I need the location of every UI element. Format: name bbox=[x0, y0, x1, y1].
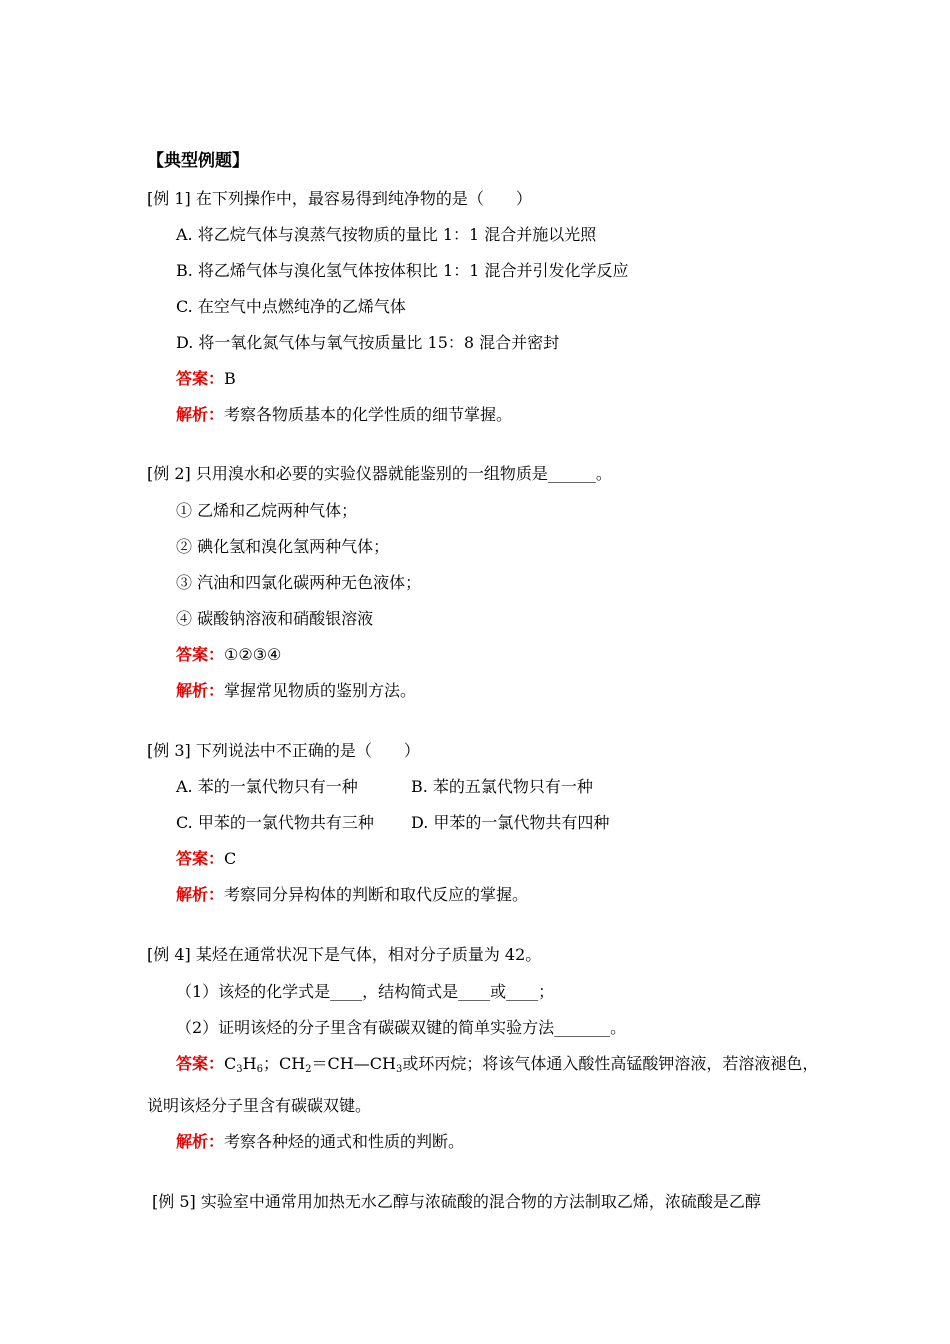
example-1-analysis bbox=[176, 404, 512, 426]
structure-subscript-1: 2 bbox=[305, 1064, 312, 1075]
analysis-label: 解析： bbox=[176, 885, 225, 904]
example-4-answer bbox=[176, 1053, 818, 1075]
example-4-part-2: （2）证明该烃的分子里含有碳碳双键的简单实验方法_______。 bbox=[176, 1018, 627, 1037]
example-1-answer bbox=[176, 368, 236, 390]
answer-rest: 或环丙烷；将该气体通入酸性高锰酸钾溶液，若溶液褪色， bbox=[402, 1054, 819, 1073]
example-2-item-4: ④ 碳酸钠溶液和硝酸银溶液 bbox=[176, 609, 374, 628]
answer-text: C bbox=[224, 849, 237, 868]
structure-part-1: ；CH bbox=[262, 1054, 306, 1073]
analysis-text: 考察各种烃的通式和性质的判断。 bbox=[224, 1132, 465, 1151]
example-1-option-a: A. 将乙烷气体与溴蒸气按物质的量比 1：1 混合并施以光照 bbox=[176, 225, 597, 244]
answer-text: ①②③④ bbox=[224, 645, 282, 664]
example-1-option-b: B. 将乙烯气体与溴化氢气体按体积比 1：1 混合并引发化学反应 bbox=[176, 261, 629, 280]
analysis-text: 考察各物质基本的化学性质的细节掌握。 bbox=[224, 405, 513, 424]
formula-h: H bbox=[242, 1054, 257, 1073]
answer-label: 答案： bbox=[176, 1054, 225, 1073]
example-2-question: [例 2] 只用溴水和必要的实验仪器就能鉴别的一组物质是______。 bbox=[147, 464, 612, 483]
example-4-analysis bbox=[176, 1131, 464, 1153]
formula-c: C bbox=[224, 1054, 237, 1073]
example-3-answer bbox=[176, 848, 236, 870]
example-3-option-b: B. 苯的五氯代物只有一种 bbox=[411, 777, 593, 796]
example-4-part-1: （1）该烃的化学式是____，结构简式是____或____； bbox=[176, 982, 555, 1001]
example-2-item-3: ③ 汽油和四氯化碳两种无色液体； bbox=[176, 573, 422, 592]
example-1-option-c: C. 在空气中点燃纯净的乙烯气体 bbox=[176, 297, 406, 316]
example-3-analysis bbox=[176, 884, 528, 906]
example-2-answer bbox=[176, 644, 281, 666]
example-3-option-a: A. 苯的一氯代物只有一种 bbox=[176, 777, 358, 796]
analysis-text: 掌握常见物质的鉴别方法。 bbox=[224, 681, 417, 700]
analysis-label: 解析： bbox=[176, 681, 225, 700]
example-2-item-1: ① 乙烯和乙烷两种气体； bbox=[176, 501, 358, 520]
formula-c-subscript: 3 bbox=[236, 1064, 243, 1075]
analysis-label: 解析： bbox=[176, 1132, 225, 1151]
example-4-question: [例 4] 某烃在通常状况下是气体，相对分子质量为 42。 bbox=[147, 945, 542, 964]
example-1-option-d: D. 将一氧化氮气体与氧气按质量比 15：8 混合并密封 bbox=[176, 333, 560, 352]
answer-label: 答案： bbox=[176, 849, 225, 868]
answer-text: B bbox=[224, 369, 236, 388]
section-heading: 【典型例题】 bbox=[147, 151, 249, 171]
structure-part-2: ＝CH—CH bbox=[311, 1054, 396, 1073]
example-2-item-2: ② 碘化氢和溴化氢两种气体； bbox=[176, 537, 390, 556]
example-3-question: [例 3] 下列说法中不正确的是（ ） bbox=[147, 741, 420, 760]
formula-h-subscript: 6 bbox=[256, 1064, 263, 1075]
structure-subscript-2: 3 bbox=[395, 1064, 403, 1075]
analysis-label: 解析： bbox=[176, 405, 225, 424]
example-2-analysis bbox=[176, 680, 416, 702]
example-4-answer-continued: 说明该烃分子里含有碳碳双键。 bbox=[147, 1096, 372, 1115]
example-5-question: [例 5] 实验室中通常用加热无水乙醇与浓硫酸的混合物的方法制取乙烯，浓硫酸是乙醇 bbox=[152, 1192, 761, 1211]
answer-label: 答案： bbox=[176, 645, 225, 664]
example-3-option-c: C. 甲苯的一氯代物共有三种 bbox=[176, 813, 374, 832]
example-1-question: [例 1] 在下列操作中，最容易得到纯净物的是（ ） bbox=[147, 189, 532, 208]
answer-label: 答案： bbox=[176, 369, 225, 388]
example-3-option-d: D. 甲苯的一氯代物共有四种 bbox=[411, 813, 610, 832]
analysis-text: 考察同分异构体的判断和取代反应的掌握。 bbox=[224, 885, 529, 904]
